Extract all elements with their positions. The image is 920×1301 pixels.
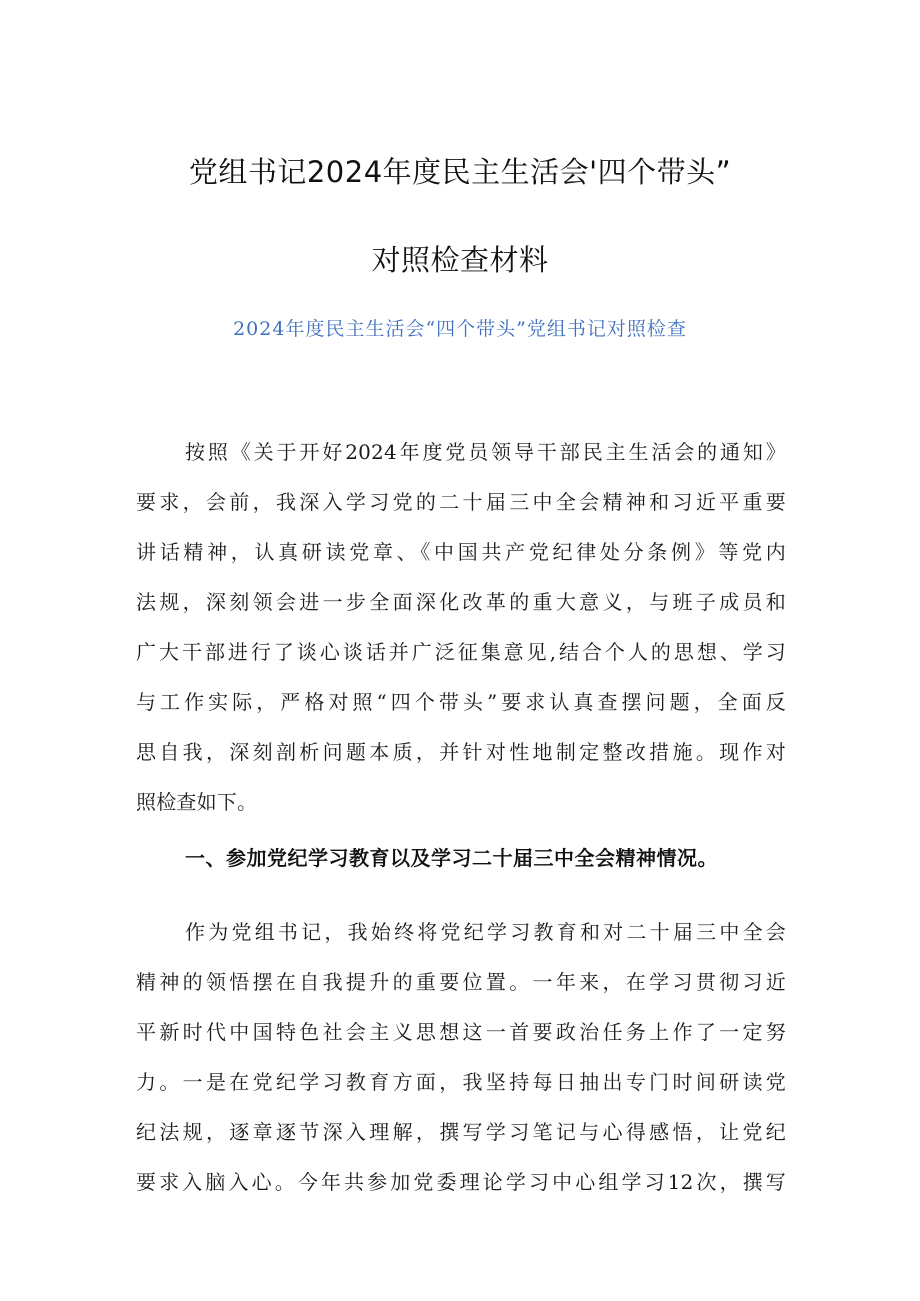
document-subtitle: 2024年度民主生活会“四个带头”党组书记对照检查 [233,318,687,340]
paragraph-line: 纪法规，逐章逐节深入理解，撰写学习笔记与心得感悟，让党纪 [136,1120,786,1144]
paragraph-line: 精神的领悟摆在自我提升的重要位置。一年来，在学习贯彻习近 [136,970,786,994]
paragraph-line: 要求，会前，我深入学习党的二十届三中全会精神和习近平重要 [136,490,786,514]
paragraph-line: 照检查如下。 [136,790,258,814]
paragraph-line: 思自我，深刻剖析问题本质，并针对性地制定整改措施。现作对 [136,740,786,764]
document-title-line-2: 对照检查材料 [371,243,549,277]
paragraph-line: 平新时代中国特色社会主义思想这一首要政治任务上作了一定努 [136,1020,786,1044]
section-heading-1: 一、参加党纪学习教育以及学习二十届三中全会精神情况。 [185,846,718,870]
paragraph-line: 法规，深刻领会进一步全面深化改革的重大意义，与班子成员和 [136,590,786,614]
paragraph-line: 广大干部进行了谈心谈话并广泛征集意见,结合个人的思想、学习 [136,640,786,664]
paragraph-line: 要求入脑入心。今年共参加党委理论学习中心组学习12次，撰写 [136,1170,786,1194]
paragraph-line: 与工作实际，严格对照“四个带头”要求认真查摆问题，全面反 [136,690,786,714]
paragraph-line: 作为党组书记，我始终将党纪学习教育和对二十届三中全会 [185,920,786,944]
paragraph-line: 讲话精神，认真研读党章、《中国共产党纪律处分条例》等党内 [136,540,786,564]
paragraph-line: 力。一是在党纪学习教育方面，我坚持每日抽出专门时间研读党 [136,1070,786,1094]
paragraph-line: 按照《关于开好2024年度党员领导干部民主生活会的通知》 [185,440,786,464]
document-title-line-1: 党组书记2024年度民主生活会'四个带头” [188,155,732,189]
